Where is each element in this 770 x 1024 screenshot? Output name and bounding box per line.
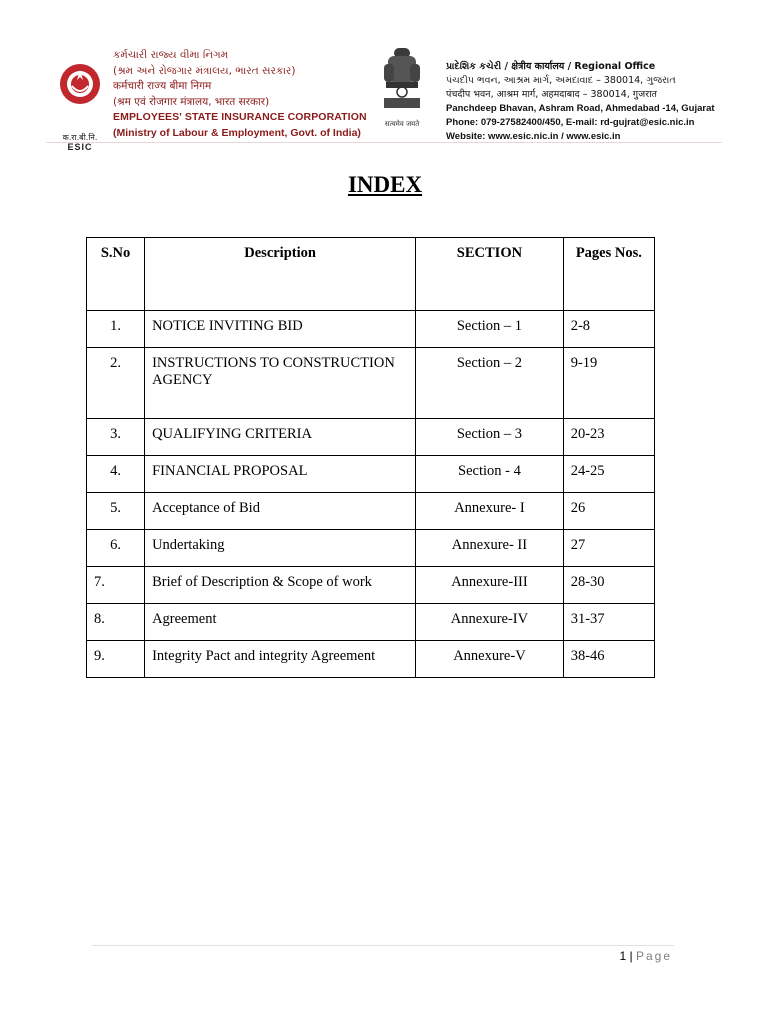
row-section: Section – 3 <box>416 419 564 456</box>
row-section: Annexure-III <box>416 567 564 604</box>
header-description: Description <box>145 238 416 311</box>
row-section: Section – 2 <box>416 348 564 419</box>
esic-emblem-icon <box>50 62 110 124</box>
esic-logo <box>50 62 110 152</box>
table-row <box>87 456 655 493</box>
row-pages: 20-23 <box>563 419 654 456</box>
org-line-english: EMPLOYEES' STATE INSURANCE CORPORATION <box>113 111 367 123</box>
row-sno: 7. <box>87 567 145 604</box>
row-section: Annexure- I <box>416 493 564 530</box>
org-line-gujarati: કર્મચારી રાજ્ય વીમા નિગમ <box>113 49 229 61</box>
table-header-row <box>87 238 655 311</box>
national-emblem-icon <box>378 44 426 130</box>
office-title: પ્રાદેશિક કચેરી / क्षेत्रीय कार्यालय / Regional Office <box>446 61 656 72</box>
emblem-motto: सत्यमेव जयते <box>384 120 420 128</box>
org-ministry-english: (Ministry of Labour & Employment, Govt. of India) <box>113 126 361 139</box>
table-row <box>87 493 655 530</box>
page-label: Page <box>635 949 672 963</box>
row-sno: 5. <box>87 493 145 530</box>
row-section: Section – 1 <box>416 311 564 348</box>
row-description: Acceptance of Bid <box>145 493 416 530</box>
office-website: Website: www.esic.nic.in / www.esic.in <box>446 131 621 142</box>
row-sno: 3. <box>87 419 145 456</box>
row-sno: 6. <box>87 530 145 567</box>
row-description: NOTICE INVITING BID <box>145 311 416 348</box>
row-section: Section - 4 <box>416 456 564 493</box>
office-contact: Phone: 079-27582400/450, E-mail: rd-gujrat@esic.nic.in <box>446 117 695 128</box>
header-section: SECTION <box>416 238 564 311</box>
row-section: Annexure-IV <box>416 604 564 641</box>
row-pages: 38-46 <box>563 641 654 678</box>
footer-separator: | <box>626 949 636 963</box>
row-pages: 28-30 <box>563 567 654 604</box>
organization-name <box>113 48 383 141</box>
row-pages: 9-19 <box>563 348 654 419</box>
row-pages: 27 <box>563 530 654 567</box>
row-description: FINANCIAL PROPOSAL <box>145 456 416 493</box>
row-description: Agreement <box>145 604 416 641</box>
table-row <box>87 641 655 678</box>
header-pages: Pages Nos. <box>563 238 654 311</box>
row-pages: 24-25 <box>563 456 654 493</box>
table-row <box>87 567 655 604</box>
row-sno: 2. <box>87 348 145 419</box>
table-row <box>87 604 655 641</box>
row-section: Annexure- II <box>416 530 564 567</box>
office-address-gujarati: પંચદીપ ભવન, આશ્રમ માર્ગ, અમદાવાદ – 380014, ગુજરાત <box>446 75 676 86</box>
row-section: Annexure-V <box>416 641 564 678</box>
letterhead <box>46 40 722 152</box>
page-title: INDEX <box>347 172 423 197</box>
row-pages: 2-8 <box>563 311 654 348</box>
org-line-hindi: कर्मचारी राज्य बीमा निगम <box>113 80 212 92</box>
row-pages: 26 <box>563 493 654 530</box>
office-address-hindi: पंचदीप भवन, आश्रम मार्ग, अहमदाबाद – 380014, गुजरात <box>446 89 657 100</box>
logo-text: ESIC <box>67 142 93 152</box>
regional-office-address <box>446 60 726 144</box>
org-ministry-gujarati: (શ્રમ અને રોજગાર મંત્રાલય, ભારત સરકાર) <box>113 64 296 77</box>
index-table <box>86 237 655 678</box>
row-sno: 4. <box>87 456 145 493</box>
office-address-english: Panchdeep Bhavan, Ashram Road, Ahmedabad -14, Gujarat <box>446 103 715 114</box>
row-description: Integrity Pact and integrity Agreement <box>145 641 416 678</box>
row-description: Brief of Description & Scope of work <box>145 567 416 604</box>
row-description: Undertaking <box>145 530 416 567</box>
org-ministry-hindi: (श्रम एवं रोजगार मंत्रालय, भारत सरकार) <box>113 95 270 108</box>
page-footer <box>560 949 672 963</box>
table-row <box>87 348 655 419</box>
table-row <box>87 311 655 348</box>
table-row <box>87 419 655 456</box>
page-number: 1 <box>619 949 627 963</box>
row-sno: 8. <box>87 604 145 641</box>
row-description: QUALIFYING CRITERIA <box>145 419 416 456</box>
row-pages: 31-37 <box>563 604 654 641</box>
table-row <box>87 530 655 567</box>
logo-hindi-text: क.रा.बी.नि. <box>62 133 98 142</box>
row-sno: 1. <box>87 311 145 348</box>
footer-divider <box>92 945 674 946</box>
row-sno: 9. <box>87 641 145 678</box>
row-description: INSTRUCTIONS TO CONSTRUCTION AGENCY <box>145 348 416 419</box>
header-sno: S.No <box>87 238 145 311</box>
